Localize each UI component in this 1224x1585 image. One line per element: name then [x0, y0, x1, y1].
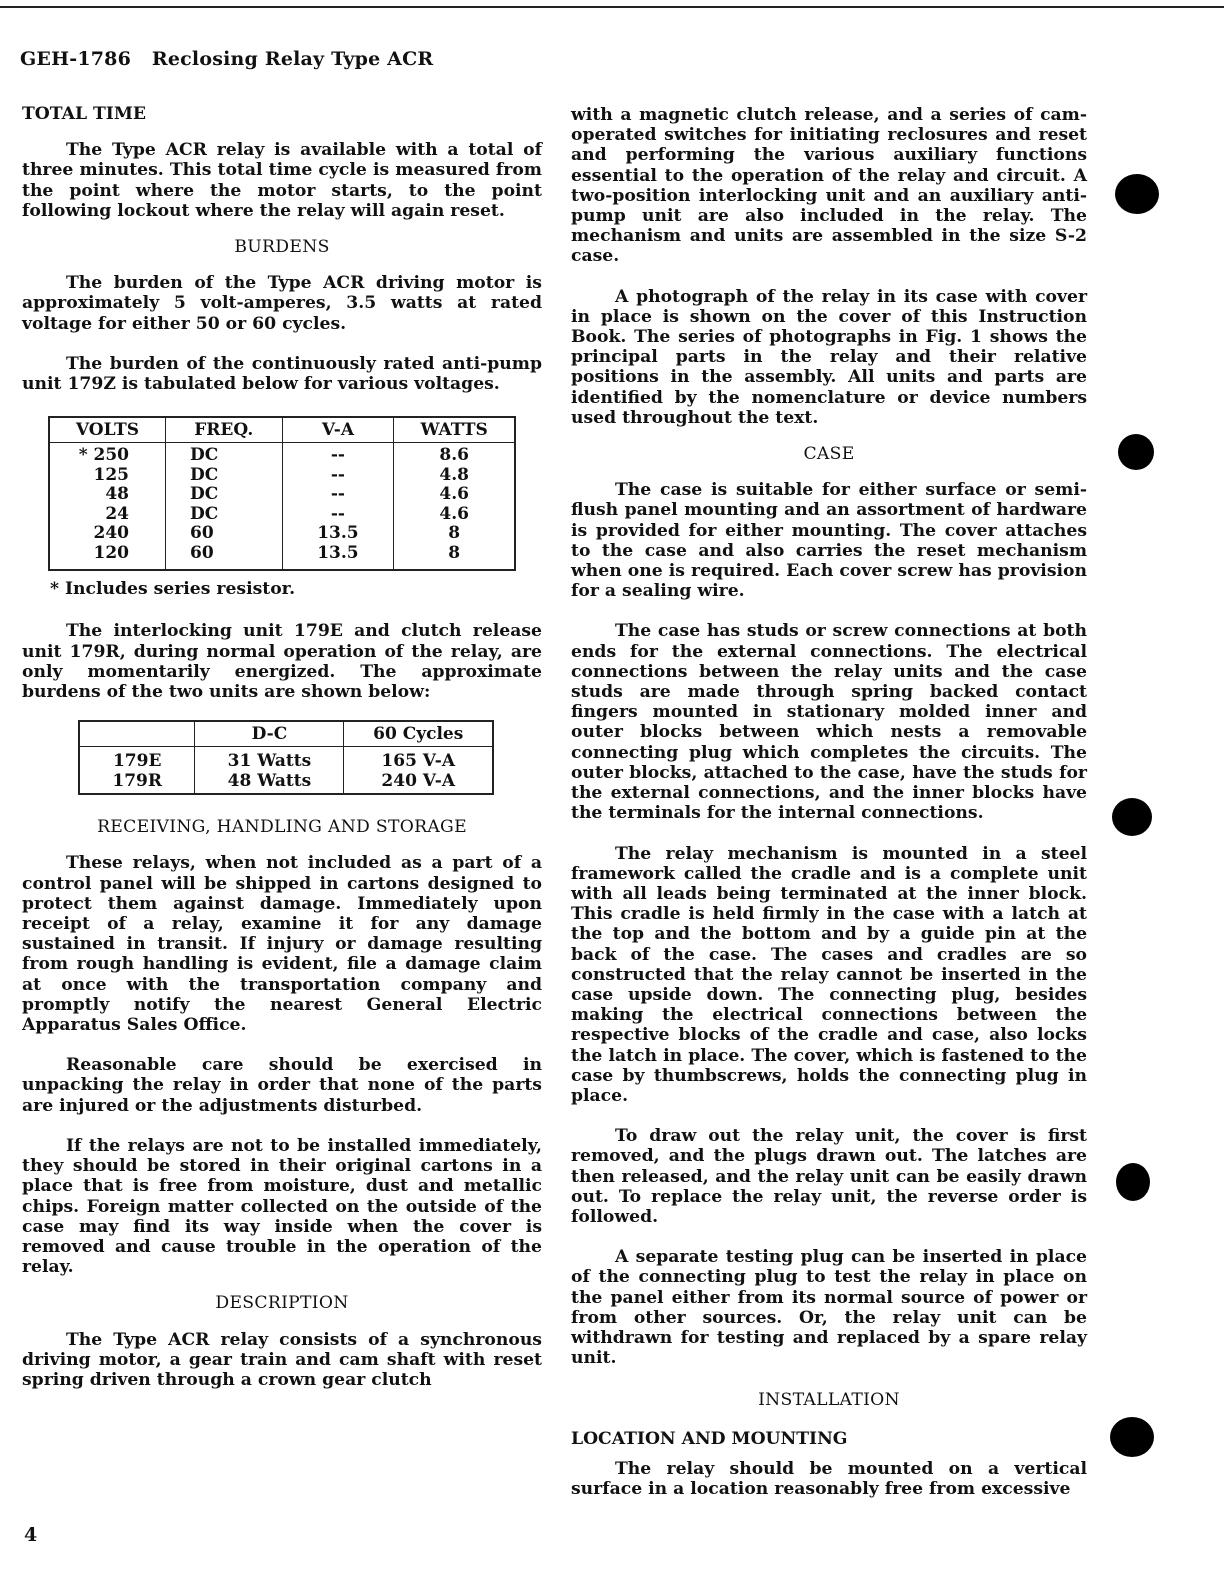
col-dc: D-C: [195, 721, 344, 747]
cell: DC: [166, 485, 283, 505]
cell: 4.8: [439, 464, 469, 485]
cell: 48 Watts: [195, 772, 344, 795]
cell: --: [282, 466, 394, 486]
table-row: [79, 772, 493, 795]
description-continued: with a magnetic clutch release, and a series of cam-operated switches for initiating reclosures and reset and performing the various auxiliary functions essential to the operation of the relay and circuit. A two-position interlocking unit and an auxiliary anti-pump unit are also included in the relay. The mechanism and units are assembled in the size S-2 case.: [571, 105, 1087, 267]
case-paragraph-1: The case is suitable for either surface or semi-flush panel mounting and an assortment of hardware is provided for either mounting. The cover attaches to the case and also carries the reset mechanism when one is required. Each cover screw has provision for a sealing wire.: [571, 480, 1087, 602]
punch-hole-1: [1115, 174, 1159, 214]
units-table-header: [79, 721, 493, 747]
receiving-paragraph-1: These relays, when not included as a part of a control panel will be shipped in cartons designed to protect them against damage. Immediately upon receipt of a relay, examine it for any damage sustained in transit. If injury or damage resulting from rough handling is evident, file a damage claim at once with the transportation company and promptly notify the nearest General Electric Apparatus Sales Office.: [22, 853, 542, 1036]
cell: 31 Watts: [195, 747, 344, 772]
units-paragraph: The interlocking unit 179E and clutch release unit 179R, during normal operation of the relay, are only momentarily energized. The approximate burdens of the two units are shown below:: [22, 621, 542, 703]
punch-hole-4: [1116, 1163, 1150, 1201]
installation-heading: INSTALLATION: [758, 1390, 900, 1411]
description-paragraph-1: The Type ACR relay consists of a synchronous driving motor, a gear train and cam shaft with reset spring driven through a crown gear clutch: [22, 1329, 542, 1390]
doc-code: GEH-1786: [20, 48, 132, 70]
cell: 240 V-A: [381, 770, 456, 791]
punch-hole-3: [1112, 798, 1152, 836]
right-column: [571, 105, 1087, 1499]
burden-table-header: [49, 417, 515, 443]
cell: DC: [166, 466, 283, 486]
col-va: V-A: [282, 417, 394, 443]
col-volts: VOLTS: [49, 417, 166, 443]
table-row: [49, 466, 515, 486]
cell: --: [282, 505, 394, 525]
cell: 179E: [79, 747, 195, 772]
cell: --: [282, 485, 394, 505]
col-60-cycles: 60 Cycles: [344, 721, 493, 747]
cell: 165 V-A: [381, 751, 456, 772]
punch-hole-5: [1110, 1417, 1154, 1457]
case-paragraph-3: The relay mechanism is mounted in a steel framework called the cradle and is a complete unit with all leads being terminated at the inner block. This cradle is held firmly in the case with a latch at the top and the bottom and by a guide pin at the back of the case. The cases and cradles are so constructed that the relay cannot be inserted in the case upside down. The connecting plug, besides making the electrical connections between the respective blocks of the cradle and case, also locks the latch in place. The cover, which is fastened to the case by thumbscrews, holds the connecting plug in place.: [571, 843, 1087, 1106]
cell: 240: [49, 524, 166, 544]
units-table: [78, 720, 494, 795]
cell: 125: [49, 466, 166, 486]
burden-table: [48, 416, 516, 571]
table-row: [49, 505, 515, 525]
cell: * 250: [49, 443, 166, 466]
col-freq: FREQ.: [166, 417, 283, 443]
cell: DC: [166, 443, 283, 466]
cell: 60: [166, 524, 283, 544]
page-header: [20, 48, 433, 70]
receiving-paragraph-3: If the relays are not to be installed immediately, they should be stored in their original cartons in a place that is free from moisture, dust and metallic chips. Foreign matter collected on the outside of the case may find its way inside when the cover is removed and cause trouble in the operation of the relay.: [22, 1135, 542, 1278]
cell: 120: [49, 544, 166, 571]
cell: --: [282, 443, 394, 466]
cell: 13.5: [282, 544, 394, 571]
cell: 4.6: [439, 484, 469, 505]
cell: 60: [166, 544, 283, 571]
cell: 8: [448, 523, 461, 544]
cell: 8: [448, 542, 461, 563]
location-heading: LOCATION AND MOUNTING: [571, 1428, 848, 1449]
page-number: 4: [24, 1524, 38, 1546]
total-time-text: The Type ACR relay is available with a total of three minutes. This total time cycle is measured from the point where the motor starts, to the point following lockout where the relay will again reset.: [22, 140, 542, 221]
total-time-heading: TOTAL TIME: [22, 104, 146, 124]
case-heading: CASE: [803, 444, 855, 465]
case-paragraph-4: To draw out the relay unit, the cover is first removed, and the plugs drawn out. The latches are then released, and the relay unit can be easily drawn out. To replace the relay unit, the reverse order is followed.: [571, 1126, 1087, 1227]
col-unit: [79, 721, 195, 747]
burdens-heading: BURDENS: [234, 237, 330, 258]
cell: 13.5: [282, 524, 394, 544]
cell: DC: [166, 505, 283, 525]
receiving-heading: RECEIVING, HANDLING AND STORAGE: [97, 817, 467, 838]
doc-title: Reclosing Relay Type ACR: [151, 48, 434, 70]
case-paragraph-2: The case has studs or screw connections at both ends for the external connections. The electrical connections between the relay units and the case studs are made through spring backed contact fingers mounted in stationary molded inner and outer blocks between which nests a removable connecting plug which completes the circuits. The outer blocks, attached to the case, have the studs for the external connections, and the inner blocks have the terminals for the internal connections.: [571, 621, 1087, 824]
burden-footnote: * Includes series resistor.: [50, 579, 296, 600]
table-row: [49, 524, 515, 544]
burdens-paragraph-2: The burden of the continuously rated anti-pump unit 179Z is tabulated below for various voltages.: [22, 353, 542, 395]
cell: 8.6: [439, 445, 469, 466]
table-row: [49, 485, 515, 505]
table-row: [49, 544, 515, 571]
cell: 48: [49, 485, 166, 505]
cell: 4.6: [439, 503, 469, 524]
cell: 24: [49, 505, 166, 525]
punch-hole-2: [1118, 434, 1154, 470]
table-row: [79, 747, 493, 772]
description-heading: DESCRIPTION: [215, 1293, 349, 1314]
col-watts: WATTS: [394, 417, 515, 443]
case-paragraph-5: A separate testing plug can be inserted in place of the connecting plug to test the relay in place on the panel either from its normal source of power or from other sources. Or, the relay unit can be withdrawn for testing and replaced by a spare relay unit.: [571, 1247, 1087, 1369]
table-row: [49, 443, 515, 466]
location-paragraph-1: The relay should be mounted on a vertical surface in a location reasonably free from excessive: [571, 1458, 1087, 1499]
description-paragraph-2: A photograph of the relay in its case with cover in place is shown on the cover of this Instruction Book. The series of photographs in Fig. 1 shows the principal parts in the relay and their relative positions in the assembly. All units and parts are identified by the nomenclature or device numbers used throughout the text.: [571, 286, 1087, 428]
top-rule: [0, 6, 1224, 8]
cell: 179R: [79, 772, 195, 795]
receiving-paragraph-2: Reasonable care should be exercised in unpacking the relay in order that none of the parts are injured or the adjustments disturbed.: [22, 1055, 542, 1116]
left-column: [22, 104, 542, 1390]
burdens-paragraph-1: The burden of the Type ACR driving motor is approximately 5 volt-amperes, 3.5 watts at rated voltage for either 50 or 60 cycles.: [22, 273, 542, 334]
